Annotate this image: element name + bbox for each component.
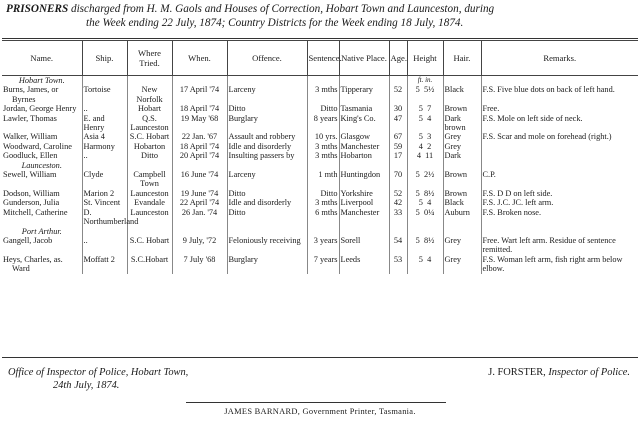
column-header: Hair. (443, 41, 481, 76)
prisoner-name: Goodluck, Ellen (3, 151, 58, 161)
age-cell: 67 (389, 132, 407, 141)
ship-cell: Clyde (82, 170, 127, 189)
empty-cell (339, 161, 389, 170)
where-cell: S.C.Hobart (127, 255, 172, 274)
hair-cell: Brown (443, 170, 481, 189)
ship-cell: .. (82, 104, 127, 113)
column-header: Native Place. (339, 41, 389, 76)
height-cell (407, 170, 443, 189)
section-row (2, 161, 638, 170)
table-row (2, 198, 638, 207)
table-body (2, 76, 638, 274)
where-cell: Campbell Town (127, 170, 172, 189)
height-cell (407, 236, 443, 255)
empty-cell (227, 76, 307, 86)
empty-cell (407, 227, 443, 236)
section-title: Hobart Town. (18, 76, 65, 85)
height-feet: 5 (418, 132, 423, 142)
height-inches: 8½ (423, 188, 435, 198)
name-cell (2, 198, 82, 207)
empty-cell (82, 227, 127, 236)
offence-cell: Insulting passers by (227, 151, 307, 160)
column-header: Ship. (82, 41, 127, 76)
when-cell: 22 April '74 (172, 198, 227, 207)
offence-cell: Ditto (227, 104, 307, 113)
section-title: Launceston. (21, 160, 62, 170)
height-cell (407, 198, 443, 207)
where-cell: Evandale (127, 198, 172, 207)
height-inches: 11 (425, 151, 434, 161)
name-cell (2, 189, 82, 198)
empty-cell (443, 76, 481, 86)
where-cell: Q.S. Launceston (127, 114, 172, 133)
table-row (2, 142, 638, 151)
native-cell: Manchester (339, 208, 389, 227)
prisoner-name: Jordan, George Henry (3, 104, 77, 114)
hair-cell: Black (443, 198, 481, 207)
when-cell: 22 Jan. '67 (172, 132, 227, 141)
ship-cell: Tortoise (82, 85, 127, 104)
height-cell (407, 85, 443, 104)
hair-cell: Dark (443, 151, 481, 160)
ship-cell: E. and Henry (82, 114, 127, 133)
native-cell: Hobarton (339, 151, 389, 160)
height-feet: 5 (415, 85, 420, 95)
printer-rule (186, 402, 446, 403)
prisoner-name: Woodward, Caroline (3, 141, 72, 151)
ship-cell: Asia 4 (82, 132, 127, 141)
section-title: Port Arthur. (21, 226, 62, 236)
table-header (2, 41, 638, 76)
where-cell: New Norfolk (127, 85, 172, 104)
hair-cell: Dark brown (443, 114, 481, 133)
title-lead: PRISONERS (6, 3, 69, 15)
title-line1: discharged from H. M. Gaols and Houses of Correction, Hobart Town and Launceston, during (68, 3, 495, 15)
height-cell (407, 189, 443, 198)
section-row (2, 227, 638, 236)
column-header: Where Tried. (127, 41, 172, 76)
age-cell: 47 (389, 114, 407, 133)
table-row (2, 170, 638, 189)
age-cell: 42 (389, 198, 407, 207)
offence-cell: Idle and disorderly (227, 142, 307, 151)
empty-cell (339, 227, 389, 236)
height-feet: 5 (418, 104, 423, 114)
height-cell (407, 208, 443, 227)
height-inches: 5½ (423, 85, 435, 95)
column-header: When. (172, 41, 227, 76)
name-cell (2, 170, 82, 189)
empty-cell (307, 76, 339, 86)
where-cell: Hobart (127, 104, 172, 113)
remarks-cell (481, 151, 638, 160)
footer-rule (2, 357, 638, 358)
height-inches: 4 (427, 198, 432, 208)
table-row (2, 236, 638, 255)
ship-cell: St. Vincent (82, 198, 127, 207)
hair-cell: Grey (443, 236, 481, 255)
printer-imprint: JAMES BARNARD, Government Printer, Tasmania. (224, 407, 416, 416)
hair-cell: Black (443, 85, 481, 104)
empty-cell (389, 227, 407, 236)
empty-cell (172, 76, 227, 86)
age-cell: 33 (389, 208, 407, 227)
remarks-cell: F.S. J.C. JC. left arm. (481, 198, 638, 207)
sentence-cell: 3 mths (307, 85, 339, 104)
height-feet: 5 (415, 235, 420, 245)
ship-cell: Marion 2 (82, 189, 127, 198)
header-rule (2, 38, 638, 39)
where-cell: Hobarton (127, 142, 172, 151)
age-cell: 59 (389, 142, 407, 151)
empty-cell (481, 76, 638, 86)
empty-cell (172, 227, 227, 236)
height-inches: 2½ (423, 170, 435, 180)
native-cell: Leeds (339, 255, 389, 274)
offence-cell: Feloniously receiving (227, 236, 307, 255)
native-cell: Yorkshire (339, 189, 389, 198)
sentence-cell: Ditto (307, 189, 339, 198)
table-row (2, 151, 638, 160)
remarks-cell: F.S. Broken nose. (481, 208, 638, 227)
remarks-cell (481, 142, 638, 151)
remarks-cell: F.S. D D on left side. (481, 189, 638, 198)
height-cell (407, 104, 443, 113)
hair-cell: Brown (443, 189, 481, 198)
sentence-cell: 10 yrs. (307, 132, 339, 141)
hair-cell: Grey (443, 255, 481, 274)
age-cell: 52 (389, 189, 407, 198)
native-cell: Liverpool (339, 198, 389, 207)
offence-cell: Larceny (227, 170, 307, 189)
empty-cell (443, 227, 481, 236)
height-cell (407, 151, 443, 160)
ship-cell: .. (82, 236, 127, 255)
where-cell: S.C. Hobart (127, 236, 172, 255)
hair-cell: Brown (443, 104, 481, 113)
age-cell: 30 (389, 104, 407, 113)
prisoner-name: Burns, James, or Byrnes (3, 85, 59, 104)
height-feet: 5 (418, 254, 423, 264)
offence-cell: Ditto (227, 208, 307, 227)
prisoner-name: Mitchell, Catherine (3, 207, 68, 217)
sentence-cell: Ditto (307, 104, 339, 113)
hair-cell: Grey (443, 142, 481, 151)
when-cell: 9 July, '72 (172, 236, 227, 255)
title-line2: the Week ending 22 July, 1874; Country Districts for the Week ending 18 July, 1874. (86, 17, 464, 29)
empty-cell (481, 161, 638, 170)
signature-name: J. FORSTER, (488, 367, 546, 378)
native-cell: Tasmania (339, 104, 389, 113)
column-header: Offence. (227, 41, 307, 76)
height-feet: 5 (418, 198, 423, 208)
column-header: Sentence. (307, 41, 339, 76)
empty-cell (481, 227, 638, 236)
prisoner-name: Gunderson, Julia (3, 198, 60, 208)
age-cell: 52 (389, 85, 407, 104)
native-cell: King's Co. (339, 114, 389, 133)
height-inches: 4 (427, 113, 432, 123)
empty-cell (127, 76, 172, 86)
table-row (2, 189, 638, 198)
offence-cell: Ditto (227, 189, 307, 198)
remarks-cell: C.P. (481, 170, 638, 189)
empty-cell (307, 161, 339, 170)
native-cell: Glasgow (339, 132, 389, 141)
height-inches: 3 (427, 132, 432, 142)
prisoner-name: Lawler, Thomas (3, 113, 57, 123)
table-row (2, 255, 638, 274)
table-row (2, 208, 638, 227)
empty-cell (443, 161, 481, 170)
when-cell: 26 Jan. '74 (172, 208, 227, 227)
section-row (2, 76, 638, 86)
prisoners-table (2, 40, 638, 274)
name-cell (2, 132, 82, 141)
empty-cell (307, 227, 339, 236)
when-cell: 18 April '74 (172, 142, 227, 151)
hair-cell: Grey (443, 132, 481, 141)
height-cell (407, 132, 443, 141)
empty-cell (127, 161, 172, 170)
remarks-cell: Free. (481, 104, 638, 113)
height-inches: 4 (427, 254, 432, 264)
when-cell: 19 June '74 (172, 189, 227, 198)
prisoner-name: Heys, Charles, as. Ward (3, 254, 63, 274)
empty-cell (389, 76, 407, 86)
name-cell (2, 151, 82, 160)
height-inches: 7 (427, 104, 432, 114)
name-cell (2, 85, 82, 104)
height-units: ft. in. (407, 76, 443, 86)
offence-cell: Idle and disorderly (227, 198, 307, 207)
age-cell: 70 (389, 170, 407, 189)
height-feet: 5 (415, 188, 420, 198)
table-row (2, 104, 638, 113)
column-header: Height (407, 41, 443, 76)
height-cell (407, 255, 443, 274)
age-cell: 17 (389, 151, 407, 160)
height-feet: 4 (418, 141, 423, 151)
age-cell: 54 (389, 236, 407, 255)
sentence-cell: 3 mths (307, 142, 339, 151)
sentence-cell: 6 mths (307, 208, 339, 227)
remarks-cell: F.S. Mole on left side of neck. (481, 114, 638, 133)
remarks-cell: F.S. Woman left arm, fish right arm below elbow. (481, 255, 638, 274)
when-cell: 19 May '68 (172, 114, 227, 133)
where-cell: Launceston (127, 208, 172, 227)
name-cell (2, 104, 82, 113)
remarks-cell: Free. Wart left arm. Residue of sentence remitted. (481, 236, 638, 255)
native-cell: Huntingdon (339, 170, 389, 189)
prisoner-name: Gangell, Jacob (3, 235, 53, 245)
office-dateline (8, 366, 188, 392)
when-cell: 20 April '74 (172, 151, 227, 160)
height-feet: 5 (418, 113, 423, 123)
table-row (2, 114, 638, 133)
column-header: Age. (389, 41, 407, 76)
table-row (2, 85, 638, 104)
empty-cell (172, 161, 227, 170)
height-feet: 5 (415, 207, 420, 217)
age-cell: 53 (389, 255, 407, 274)
height-cell (407, 142, 443, 151)
when-cell: 17 April '74 (172, 85, 227, 104)
signature (488, 366, 630, 379)
signature-title: Inspector of Police. (545, 367, 630, 378)
empty-cell (227, 161, 307, 170)
offence-cell: Burglary (227, 114, 307, 133)
ship-cell: D. Northumberland (83, 207, 139, 227)
date-line: 24th July, 1874. (53, 380, 120, 391)
offence-cell: Assault and robbery (227, 132, 307, 141)
prisoner-name: Sewell, William (3, 170, 57, 180)
where-cell: Ditto (127, 151, 172, 160)
native-cell: Manchester (339, 142, 389, 151)
height-inches: 8½ (423, 235, 435, 245)
height-inches: 0¼ (423, 207, 435, 217)
sentence-cell: 3 mths (307, 151, 339, 160)
empty-cell (227, 227, 307, 236)
column-header: Name. (2, 41, 82, 76)
height-cell (407, 114, 443, 133)
name-cell (2, 208, 82, 227)
hair-cell: Auburn (443, 208, 481, 227)
where-cell: Launceston (127, 189, 172, 198)
when-cell: 18 April '74 (172, 104, 227, 113)
prisoner-name: Dodson, William (3, 188, 60, 198)
prisoner-name: Walker, William (3, 132, 58, 142)
empty-cell (339, 76, 389, 86)
sentence-cell: 8 years (307, 114, 339, 133)
height-feet: 5 (415, 170, 420, 180)
native-cell: Sorell (339, 236, 389, 255)
remarks-cell: F.S. Scar and mole on forehead (right.) (481, 132, 638, 141)
empty-cell (82, 161, 127, 170)
ship-cell: Moffatt 2 (82, 255, 127, 274)
name-cell (2, 114, 82, 133)
name-cell (2, 236, 82, 255)
empty-cell (407, 161, 443, 170)
name-cell (2, 255, 82, 274)
name-cell (2, 142, 82, 151)
sentence-cell: 3 mths (307, 198, 339, 207)
column-header: Remarks. (481, 41, 638, 76)
empty-cell (389, 161, 407, 170)
remarks-cell: F.S. Five blue dots on back of left hand. (481, 85, 638, 104)
height-feet: 4 (416, 151, 421, 161)
native-cell: Tipperary (339, 85, 389, 104)
ship-cell: Harmony (82, 142, 127, 151)
sentence-cell: 1 mth (307, 170, 339, 189)
table-row (2, 132, 638, 141)
offence-cell: Burglary (227, 255, 307, 274)
height-inches: 2 (427, 141, 432, 151)
empty-cell (82, 76, 127, 86)
empty-cell (127, 227, 172, 236)
offence-cell: Larceny (227, 85, 307, 104)
page-title (6, 2, 634, 30)
sentence-cell: 7 years (307, 255, 339, 274)
when-cell: 16 June '74 (172, 170, 227, 189)
when-cell: 7 July '68 (172, 255, 227, 274)
ship-cell: .. (82, 151, 127, 160)
sentence-cell: 3 years (307, 236, 339, 255)
office-line: Office of Inspector of Police, Hobart Town, (8, 367, 189, 378)
where-cell: S.C. Hobart (127, 132, 172, 141)
